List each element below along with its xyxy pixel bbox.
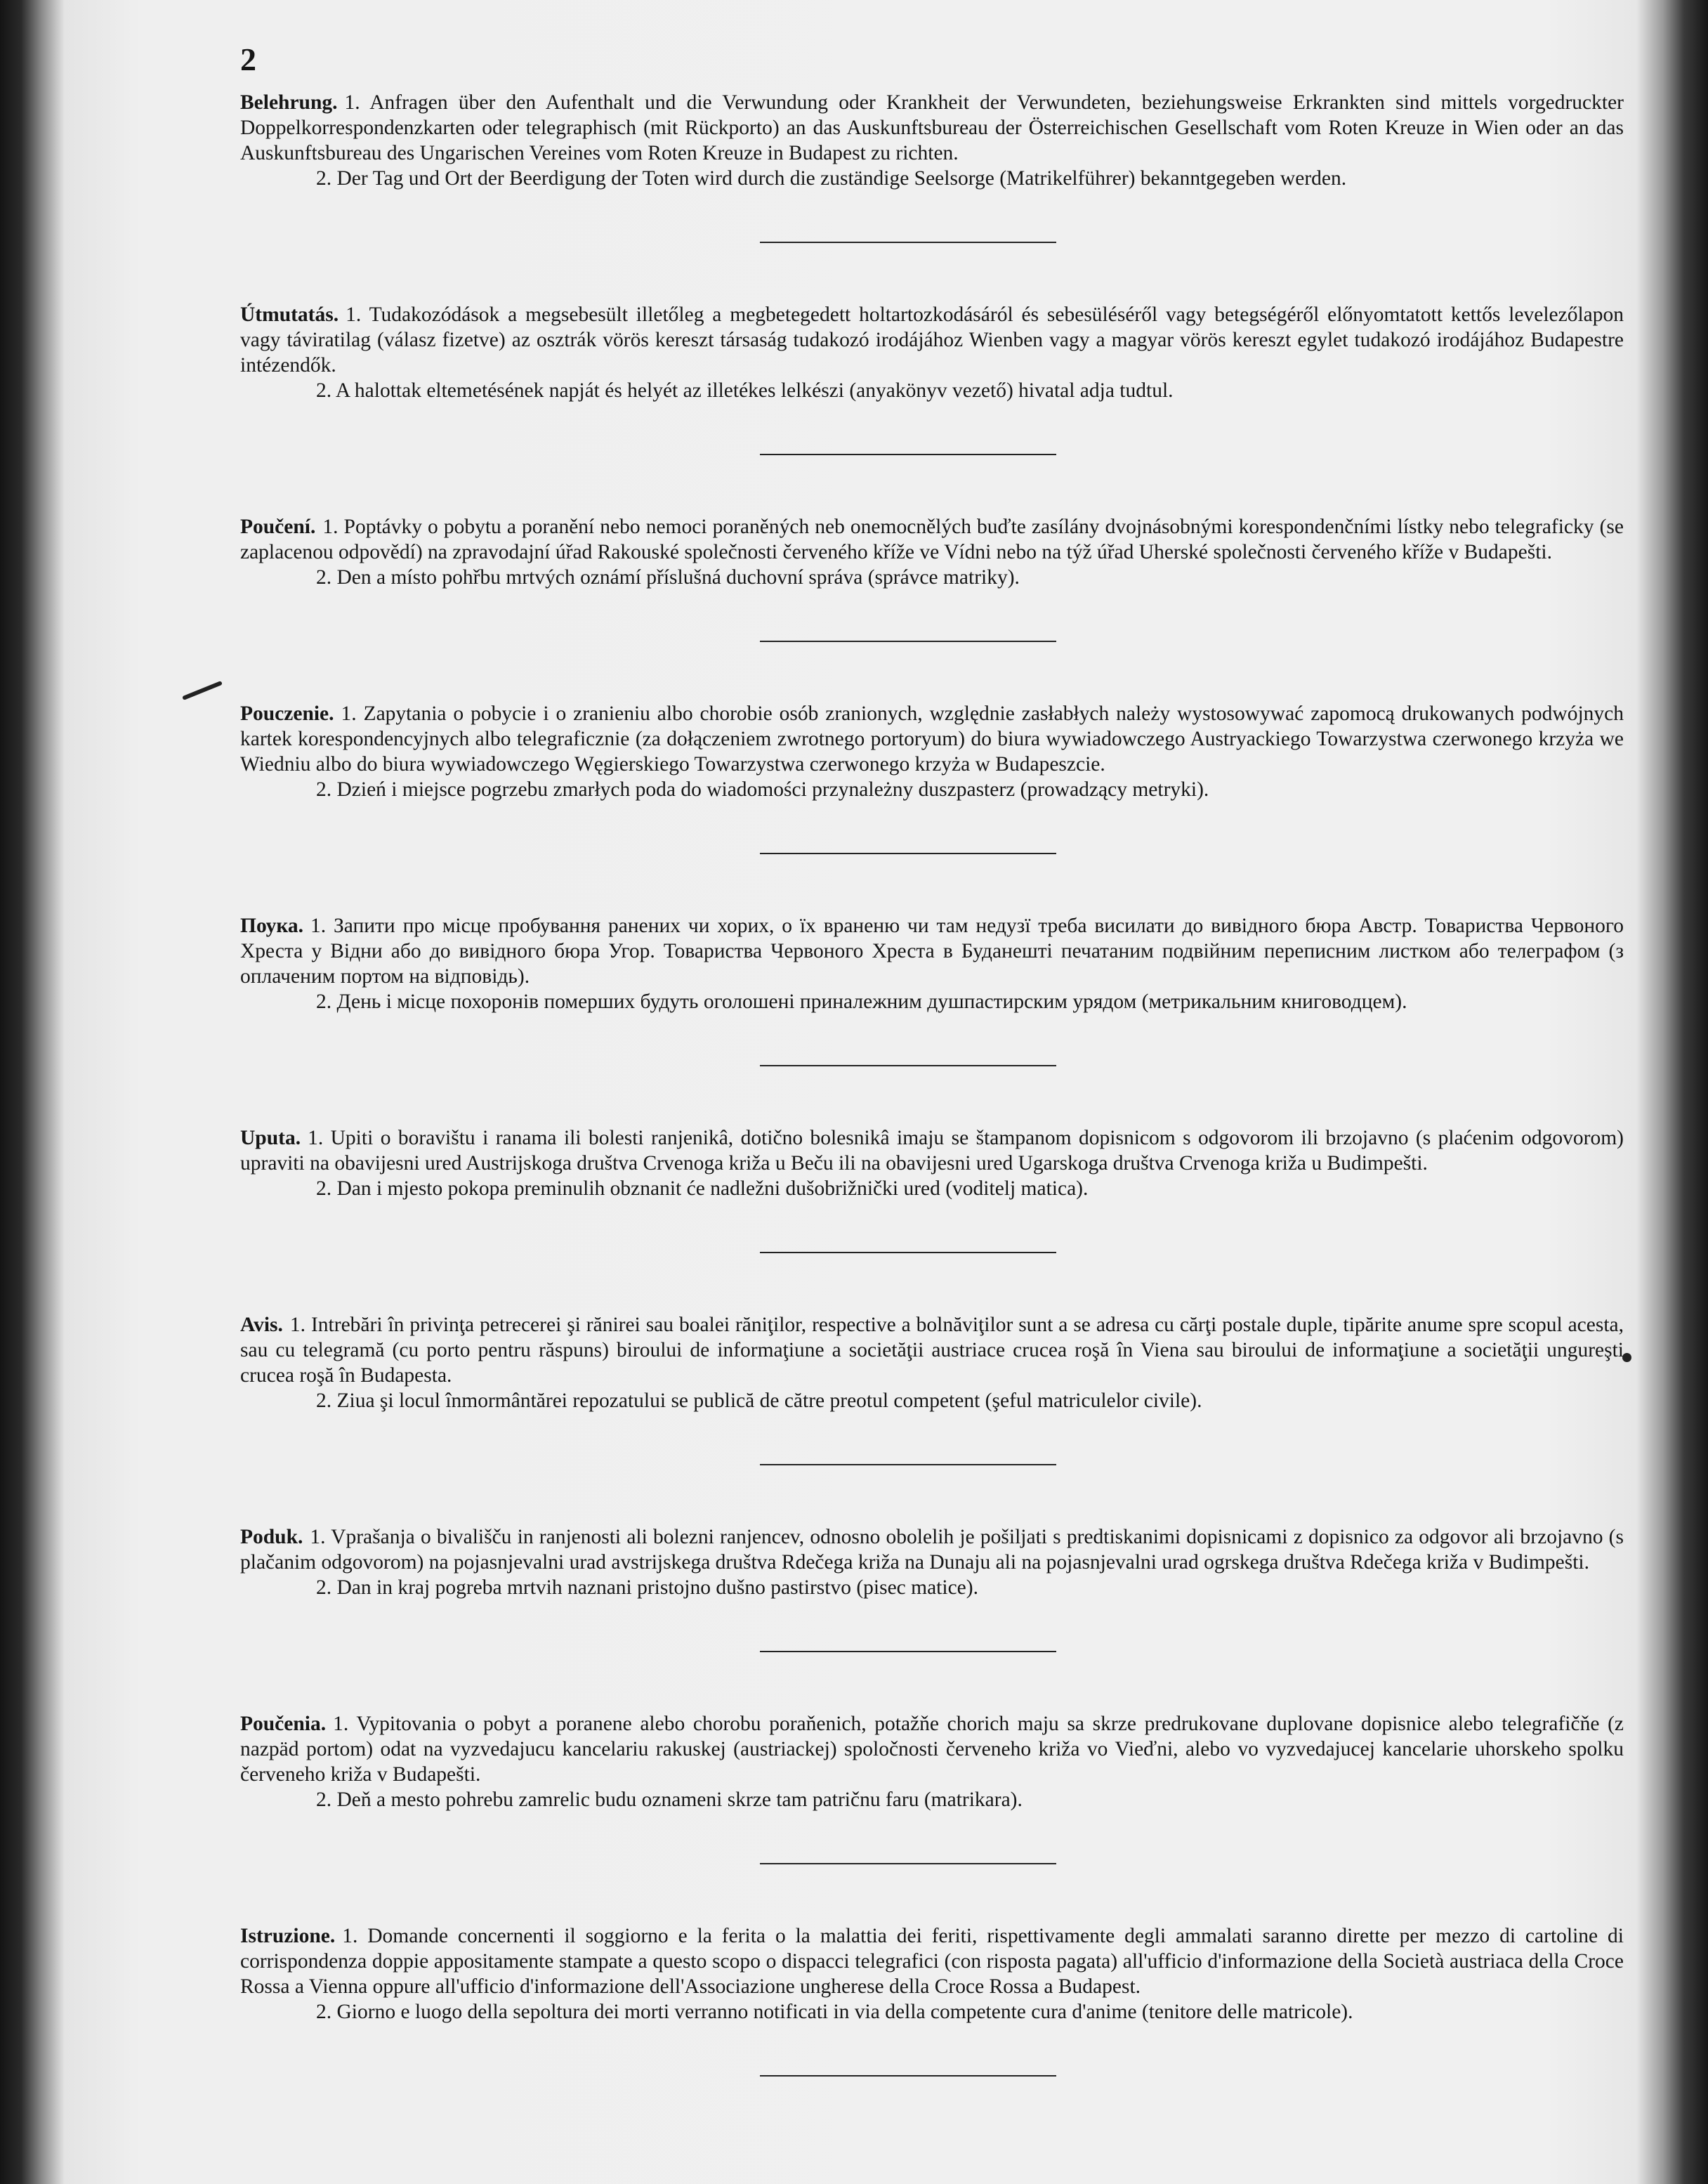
section-paragraph-2: 2. Deň a mesto pohrebu zamrelic budu oznameni skrze tam patričnu faru (matrikara). <box>316 1789 1023 1811</box>
paragraph-text: 1. Zapytania o pobycie i o zranieniu albo chorobie osób zranionych, względnie zasłabłych należy wystosowywać zapomocą drukowanych podwójnych kartek korespondencyjnych albo telegraficznie (za dołączeniem zwrotnego portoryum) do biura wywiadowczego Austryackiego Towarzystwa czerwonego krzyża we Wiedniu albo do biura wywiadowczego Węgierskiego Towarzystwa czerwonego krzyża w Budapeszcie. <box>240 702 1624 776</box>
paragraph-text: 1. Vypitovania o pobyt a poranene alebo chorobu poraňenich, potažňe chorich maju sa skrze predrukovane duplovane dopisnice alebo telegrafičňe (z nazpäd portom) odat na vyzvedajucu kancelariu rakuskej (austriackej) spoločnosti červeneho križa vo Vieďni, alebo vo vyzvedajucej kancelarie uhorskeho spolku červeneho križa v Budapešti. <box>240 1713 1624 1786</box>
section-divider <box>760 1065 1056 1066</box>
section-divider <box>760 454 1056 455</box>
section-paragraph-2: 2. День і місце похоронів померших будуть оголошені приналежним душпастирским урядом (метрикальним книговодцем). <box>316 990 1407 1013</box>
section-paragraph-1 <box>240 1711 1624 1787</box>
section-label: Belehrung. <box>240 91 338 114</box>
section-paragraph-2: 2. Giorno e luogo della sepoltura dei morti verranno notificati in via della competente cura d'anime (tenitore delle matricole). <box>316 2001 1353 2023</box>
section-label: Poučenia. <box>240 1713 327 1735</box>
section-paragraph-1 <box>240 1312 1624 1388</box>
section-label: Poduk. <box>240 1526 303 1548</box>
section-divider <box>760 1863 1056 1864</box>
section-label: Uputa. <box>240 1127 301 1149</box>
paragraph-text: 1. Intrebări în privinţa petrecerei şi rănirei sau boalei răniţilor, respective a bolnăviţilor sunt a se adresa cu cărţi postale duple, tipărite anume spre scopul acesta, sau cu telegramă (cu porto pentru răspuns) biroului de informaţiune a societăţii austriace crucea roşă în Viena sau biroului de informaţiune a societăţii ungureşti crucea roşă în Budapesta. <box>240 1314 1624 1387</box>
section-label: Istruzione. <box>240 1925 336 1947</box>
section-paragraph-2: 2. Der Tag und Ort der Beerdigung der Toten wird durch die zuständige Seelsorge (Matrikelführer) bekanntgegeben werden. <box>316 167 1347 190</box>
section-label: Útmutatás. <box>240 303 339 326</box>
paragraph-text: 1. Anfragen über den Aufenthalt und die Verwundung oder Krankheit der Verwundeten, beziehungsweise Erkrankten sind mittels vorgedruckter Doppelkorrespondenzkarten oder telegraphisch (mit Rückporto) an das Auskunftsbureau der Österreichischen Gesellschaft vom Roten Kreuze in Wien oder an das Auskunftsbureau des Ungarischen Vereines vom Roten Kreuze in Budapest zu richten. <box>240 91 1624 164</box>
section-paragraph-2: 2. Den a místo pohřbu mrtvých oznámí příslušná duchovní správa (správce matriky). <box>316 566 1020 589</box>
section-paragraph-1 <box>240 90 1624 166</box>
section-divider <box>760 1651 1056 1652</box>
section-hungarian <box>240 302 1624 403</box>
section-paragraph-2: 2. Dan in kraj pogreba mrtvih naznani pristojno dušno pastirstvo (pisec matice). <box>316 1576 978 1599</box>
section-divider <box>760 1252 1056 1253</box>
section-slovak <box>240 1711 1624 1812</box>
paragraph-text: 1. Vprašanja o bivališču in ranjenosti ali bolezni ranjencev, odnosno obolelih je pošiljati s predtiskanimi dopisnicami z dopisnico za odgovor ali brzojavno (s plačanim odgovorom) na pojasnjevalni urad avstrijskega društva Rdečega križa na Dunaju ali na pojasnjevalni urad ogrskega društva Rdečega križa v Budimpešti. <box>240 1526 1624 1574</box>
section-divider <box>760 853 1056 854</box>
section-slovenian <box>240 1524 1624 1600</box>
section-croatian <box>240 1125 1624 1201</box>
section-german <box>240 90 1624 191</box>
section-label: Pouczenie. <box>240 702 334 725</box>
page-number: 2 <box>240 41 256 77</box>
section-paragraph-2: 2. Dan i mjesto pokopa preminulih obznanit će nadležni dušobrižnički ured (voditelj matica). <box>316 1177 1089 1200</box>
section-paragraph-1 <box>240 302 1624 378</box>
section-paragraph-1 <box>240 1923 1624 1999</box>
paragraph-text: 1. Tudakozódások a megsebesült illetőleg a megbetegedett holtartozkodásáról és sebesüléséről vagy betegségéről előnyomtatott kettős levelezőlapon vagy táviratilag (válasz fizetve) az osztrák vörös kereszt társaság tudakozó irodájához Wienben vagy a magyar vörös kereszt egylet tudakozó irodájához Budapestre intézendők. <box>240 303 1624 377</box>
section-paragraph-1 <box>240 514 1624 565</box>
section-paragraph-1 <box>240 1125 1624 1176</box>
paragraph-text: 1. Запити про місце пробування ранених чи хорих, о їх враненю чи там недузї треба висилати до вивідного бюра Австр. Товариства Червоного Хреста у Відни або до вивідного бюра Угор. Товариства Червоного Хреста в Буданешті печатаним подвійним переписним листком або телеграфом (з оплаченим портом на відповідь). <box>240 915 1624 988</box>
section-paragraph-2: 2. A halottak eltemetésének napját és helyét az illetékes lelkészi (anyakönyv vezető) hivatal adja tudtul. <box>316 379 1174 402</box>
scan-speck <box>182 681 223 700</box>
paragraph-text: 1. Poptávky o pobytu a poranění nebo nemoci poraněných neb onemocnělých buďte zasílány dvojnásobnými korespondenčními lístky nebo telegraficky (se zaplacenou odpovědí) na zpravodajní úřad Rakouské společnosti červeného kříže ve Vídni nebo na týž úřad Uherské společnosti červeného kříže v Budapešti. <box>240 516 1624 563</box>
section-divider <box>760 1464 1056 1465</box>
section-paragraph-2: 2. Ziua şi locul înmormântărei repozatului se publică de către preotul competent (şeful matriculelor civile). <box>316 1389 1202 1412</box>
section-romanian <box>240 1312 1624 1413</box>
section-italian <box>240 1923 1624 2025</box>
section-paragraph-1 <box>240 913 1624 989</box>
section-polish <box>240 701 1624 802</box>
section-paragraph-1 <box>240 1524 1624 1575</box>
section-czech <box>240 514 1624 590</box>
section-ruthenian <box>240 913 1624 1014</box>
section-divider <box>760 2075 1056 2077</box>
instructions-column <box>240 90 1624 2136</box>
paragraph-text: 1. Upiti o boravištu i ranama ili bolesti ranjenikâ, dotično bolesnikâ imaju se štampanom dopisnicom s odgovorom ili brzojavno (s plaćenim odgovorom) upraviti na obavijesni ured Austrijskoga društva Crvenoga križa u Beču ili na obavijesni ured Ugarskoga društva Crvenoga križa u Budimpešti. <box>240 1127 1624 1175</box>
section-label: Poučení. <box>240 516 316 538</box>
section-divider <box>760 641 1056 642</box>
section-label: Поука. <box>240 915 303 937</box>
paragraph-text: 1. Domande concernenti il soggiorno e la ferita o la malattia dei feriti, rispettivamente degli ammalati saranno dirette per mezzo di cartoline di corrispondenza doppie appositamente stampate a questo scopo o dispacci telegrafici (con risposta pagata) all'ufficio d'informazione della Società austriaca della Croce Rossa a Vienna oppure all'ufficio d'informazione dell'Associazione ungherese della Croce Rossa a Budapest. <box>240 1925 1624 1998</box>
section-divider <box>760 242 1056 243</box>
section-paragraph-1 <box>240 701 1624 777</box>
section-paragraph-2: 2. Dzień i miejsce pogrzebu zmarłych poda do wiadomości przynależny duszpasterz (prowadzący metryki). <box>316 778 1209 801</box>
section-label: Avis. <box>240 1314 283 1336</box>
